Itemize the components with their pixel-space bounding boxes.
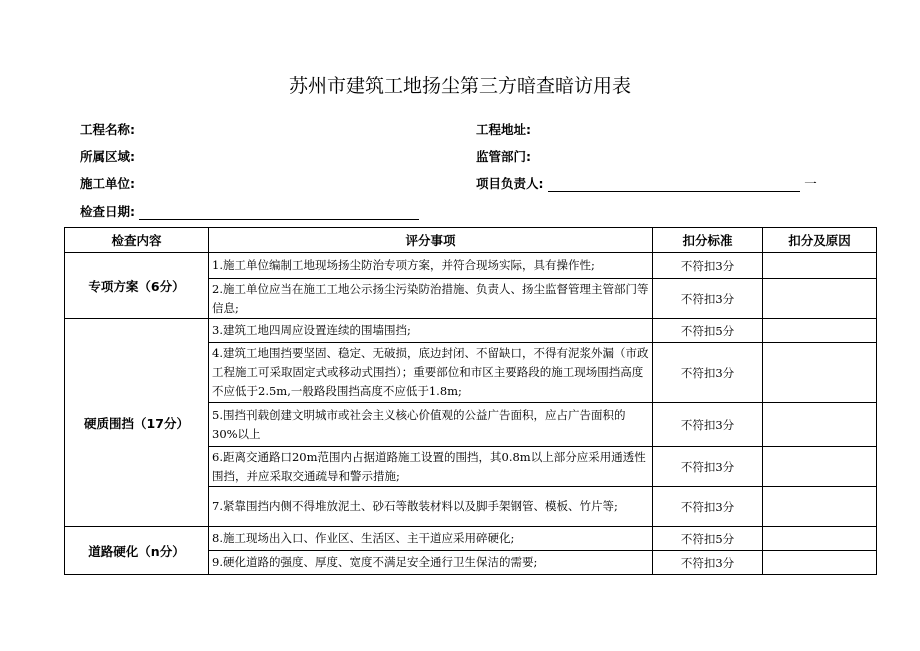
table-row xyxy=(65,527,877,551)
category-cell: 硬质围挡（17分） xyxy=(65,319,209,527)
field-inspection-date-label: 检查日期: xyxy=(80,204,135,219)
field-project-manager-label: 项目负责人: xyxy=(476,176,544,191)
field-supervisor-label: 监管部门: xyxy=(476,149,531,164)
reason-input-cell[interactable] xyxy=(763,253,877,279)
criteria-cell: 3.建筑工地四周应设置连续的围墙围挡; xyxy=(209,319,653,343)
reason-input-cell[interactable] xyxy=(763,551,877,575)
criteria-cell: 9.硬化道路的强度、厚度、宽度不满足安全通行卫生保洁的需要; xyxy=(209,551,653,575)
table-header-row xyxy=(65,228,877,253)
field-project-address xyxy=(476,120,531,138)
deduction-cell: 不符扣3分 xyxy=(653,279,763,319)
inspection-table xyxy=(64,227,877,575)
deduction-cell: 不符扣3分 xyxy=(653,403,763,447)
field-project-name xyxy=(80,120,135,138)
reason-input-cell[interactable] xyxy=(763,447,877,487)
field-contractor-label: 施工单位: xyxy=(80,176,135,191)
category-cell: 道路硬化（n分） xyxy=(65,527,209,575)
reason-input-cell[interactable] xyxy=(763,319,877,343)
criteria-cell: 8.施工现场出入口、作业区、生活区、主干道应采用碎硬化; xyxy=(209,527,653,551)
deduction-cell: 不符扣5分 xyxy=(653,319,763,343)
reason-input-cell[interactable] xyxy=(763,279,877,319)
criteria-cell: 2.施工单位应当在施工工地公示扬尘污染防治措施、负责人、扬尘监督管理主管部门等信息; xyxy=(209,279,653,319)
field-project-manager xyxy=(476,174,817,192)
header-deduction-standard: 扣分标准 xyxy=(653,228,763,253)
criteria-cell: 7.紧靠围挡内侧不得堆放泥土、砂石等散装材料以及脚手架钢管、模板、竹片等; xyxy=(209,487,653,527)
inspection-date-blank-line xyxy=(139,207,419,220)
project-manager-trail: 一 xyxy=(804,176,817,191)
criteria-cell: 1.施工单位编制工地现场扬尘防治专项方案，并符合现场实际，具有操作性; xyxy=(209,253,653,279)
page-title: 苏州市建筑工地扬尘第三方暗查暗访用表 xyxy=(288,75,631,97)
reason-input-cell[interactable] xyxy=(763,403,877,447)
reason-input-cell[interactable] xyxy=(763,527,877,551)
field-district-label: 所属区域: xyxy=(80,149,135,164)
table-row xyxy=(65,319,877,343)
field-district xyxy=(80,147,135,165)
field-supervisor xyxy=(476,147,531,165)
deduction-cell: 不符扣3分 xyxy=(653,447,763,487)
project-manager-blank-line xyxy=(548,179,800,192)
criteria-cell: 6.距离交通路口20m范围内占据道路施工设置的围挡，其0.8m以上部分应采用通透性围挡，并应采取交通疏导和警示措施; xyxy=(209,447,653,487)
deduction-cell: 不符扣3分 xyxy=(653,551,763,575)
deduction-cell: 不符扣5分 xyxy=(653,527,763,551)
field-contractor xyxy=(80,174,135,192)
reason-input-cell[interactable] xyxy=(763,487,877,527)
header-criteria: 评分事项 xyxy=(209,228,653,253)
deduction-cell: 不符扣3分 xyxy=(653,253,763,279)
category-cell: 专项方案（6分） xyxy=(65,253,209,319)
field-project-address-label: 工程地址: xyxy=(476,122,531,137)
field-inspection-date xyxy=(80,202,419,220)
header-check-content: 检查内容 xyxy=(65,228,209,253)
criteria-cell: 5.围挡刊载创建文明城市或社会主义核心价值观的公益广告面积，应占广告面积的30%以上 xyxy=(209,403,653,447)
reason-input-cell[interactable] xyxy=(763,343,877,403)
field-project-name-label: 工程名称: xyxy=(80,122,135,137)
header-deduction-reason: 扣分及原因 xyxy=(763,228,877,253)
deduction-cell: 不符扣3分 xyxy=(653,343,763,403)
table-row xyxy=(65,253,877,279)
deduction-cell: 不符扣3分 xyxy=(653,487,763,527)
criteria-cell: 4.建筑工地围挡要坚固、稳定、无破损，底边封闭、不留缺口，不得有泥浆外漏（市政工程施工可采取固定式或移动式围挡）；重要部位和市区主要路段的施工现场围挡高度不应低于2.5m,一般路段围挡高度不应低于1.8m; xyxy=(209,343,653,403)
